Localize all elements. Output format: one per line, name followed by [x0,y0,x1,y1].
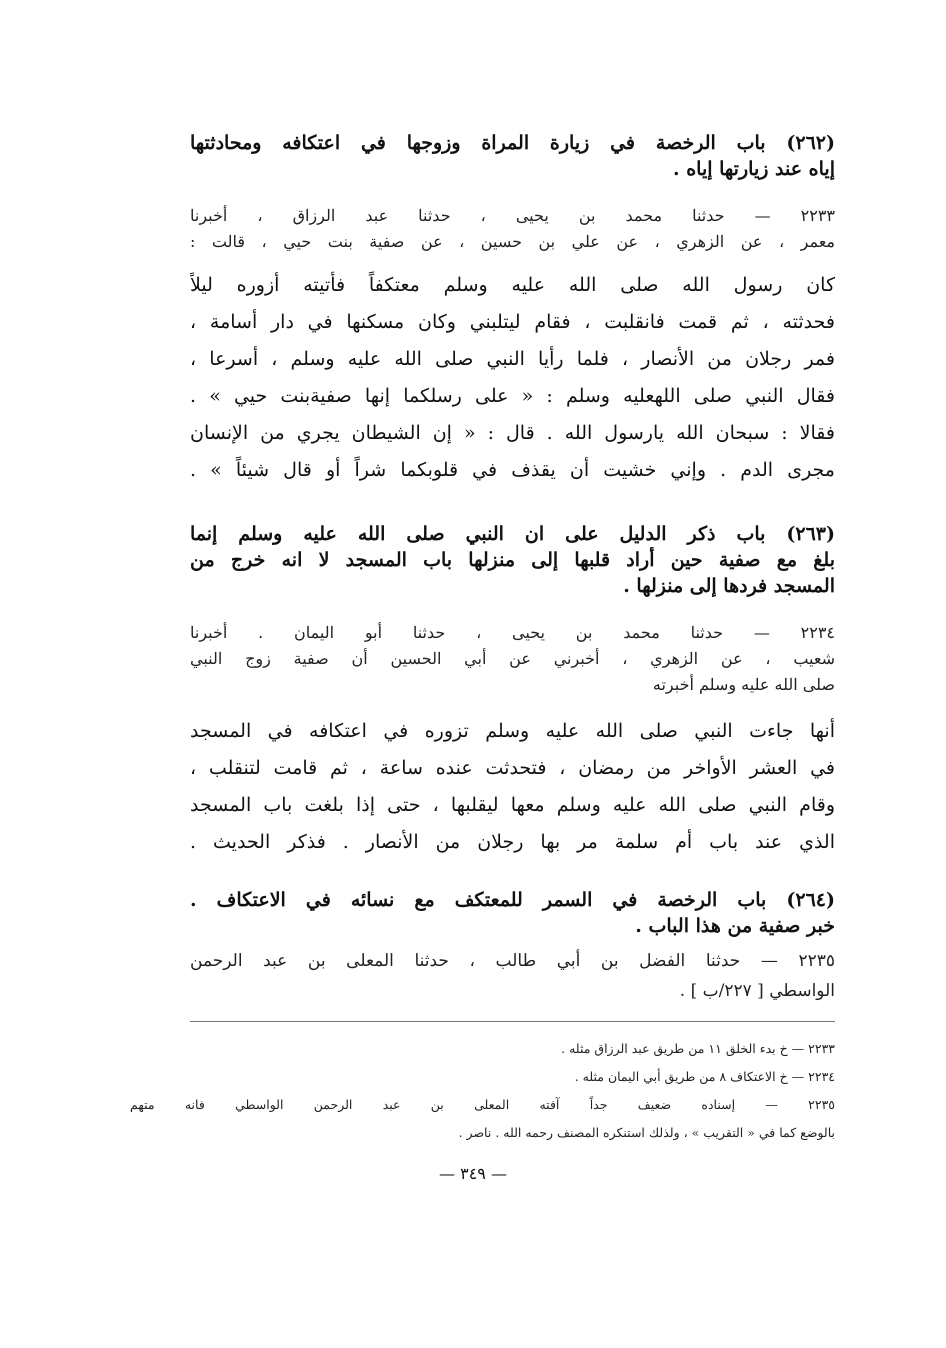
isnad-2233 [190,203,835,255]
heading-line: خبر صفية من هذا الباب . [635,915,835,937]
chapter-heading-263 [190,521,835,599]
hadith-line: فقالا : سبحان الله يارسول الله . قال : « إن الشيطان يجري من الإنسان [190,422,835,444]
isnad-2234 [190,620,835,698]
hadith-line: أنها جاءت النبي صلى الله عليه وسلم تزوره في اعتكافه في المسجد [190,720,835,742]
hadith-line: مجرى الدم . وإني خشيت أن يقذف في قلوبكما شراً أو قال شيئاً » . [190,459,835,481]
heading-line: (٢٦٣) باب ذكر الدليل على ان النبي صلى الله عليه وسلم إنما [190,523,835,545]
chapter-heading-262 [190,130,835,182]
footnote-separator [190,1021,835,1022]
isnad-2235 [190,946,835,1006]
footnote-line: ٢٢٣٥ — إسناده ضعيف جداً آفته المعلى بن عبد الرحمن الواسطي فانه متهم [130,1097,835,1112]
hadith-line: في العشر الأواخر من رمضان ، فتحدثت عنده ساعة ، ثم قامت لتنقلب ، [190,757,835,779]
hadith-line: كان رسول الله صلى الله عليه وسلم معتكفاً فأتيته أزوره ليلاً [190,274,835,296]
chapter-heading-264 [190,887,835,939]
hadith-text-2234 [190,713,835,861]
heading-line: (٢٦٢) باب الرخصة في زيارة المراة وزوجها في اعتكافه ومحادثتها [190,132,835,154]
isnad-line: ٢٢٣٤ — حدثنا محمد بن يحيى ، حدثنا أبو اليمان . أخبرنا [190,623,835,642]
footnote-line: ٢٢٣٤ — خ الاعتكاف ٨ من طريق أبي اليمان مثله . [574,1069,835,1084]
isnad-line: شعيب ، عن الزهري ، أخبرني عن أبي الحسين أن صفية زوج النبي [190,649,835,668]
hadith-text-2233 [190,267,835,489]
isnad-line: صلى الله عليه وسلم أخبرته [652,675,835,694]
isnad-line: معمر ، عن الزهري ، عن علي بن حسين ، عن صفية بنت حيي ، قالت : [190,232,835,251]
footnote-line: ٢٢٣٣ — خ بدء الخلق ١١ من طريق عبد الرزاق مثله . [561,1041,835,1056]
heading-line: إياه عند زيارتها إياه . [672,158,835,180]
heading-line: (٢٦٤) باب الرخصة في السمر للمعتكف مع نسائه في الاعتكاف . [190,889,835,911]
footnote-line: بالوضع كما في « التقريب » ، ولذلك استنكره المصنف رحمه الله . ناصر . [458,1125,835,1140]
hadith-line: فمر رجلان من الأنصار ، فلما رأيا النبي صلى الله عليه وسلم ، أسرعا ، [190,348,835,370]
isnad-line: ٢٢٣٥ — حدثنا الفضل بن أبي طالب ، حدثنا المعلى بن عبد الرحمن [190,951,835,971]
heading-line: بلغ مع صفية حين أراد قلبها إلى منزلها باب المسجد لا انه خرج من [190,549,835,571]
hadith-line: فحدثته ، ثم قمت فانقلبت ، فقام ليتلبني وكان مسكنها في دار أسامة ، [190,311,835,333]
hadith-line: الذي عند باب أم سلمة مر بها رجلان من الأنصار . فذكر الحديث . [190,831,835,853]
page-number: — ٣٤٩ — [439,1164,507,1183]
isnad-line: ٢٢٣٣ — حدثنا محمد بن يحيى ، حدثنا عبد الرزاق ، أخبرنا [190,206,835,225]
isnad-line: الواسطي [ ٢٢٧/ب ] . [679,981,835,1001]
hadith-line: فقال النبي صلى اللهعليه وسلم : « على رسلكما إنها صفيةبنت حيي » . [190,385,835,407]
footnotes [130,1035,835,1147]
heading-line: المسجد فردها إلى منزلها . [623,575,835,597]
hadith-line: وقام النبي صلى الله عليه وسلم معها ليقلبها ، حتى إذا بلغت باب المسجد [190,794,835,816]
